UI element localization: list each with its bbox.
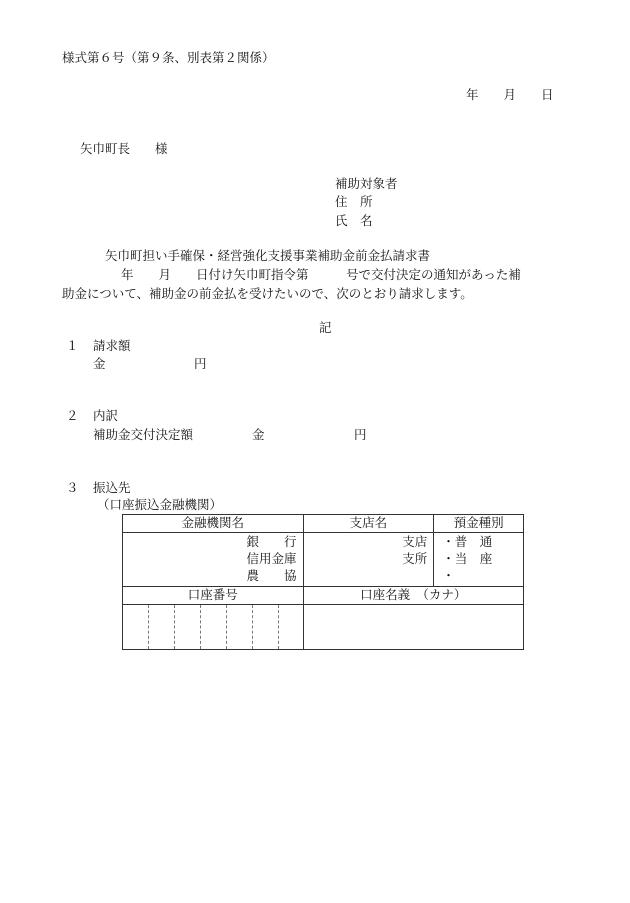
col-deposit-type-header: 預金種別	[434, 515, 524, 533]
name-label: 氏 名	[335, 213, 373, 228]
form-header: 様式第６号（第９条、別表第２関係）	[62, 50, 275, 65]
institution-name-cell[interactable]	[123, 533, 304, 587]
section-1-number: １	[66, 338, 79, 353]
deposit-type-other: ・	[442, 568, 455, 583]
digit-divider	[174, 605, 175, 649]
account-number-cell[interactable]	[123, 605, 304, 650]
branch-type-store: 支店	[402, 534, 428, 549]
section-1-title: 請求額	[93, 338, 131, 353]
section-3-number: ３	[66, 480, 79, 495]
digit-divider	[278, 605, 279, 649]
account-holder-cell[interactable]	[303, 605, 523, 650]
body-line-2: 助金について、補助金の前金払を受けたいので、次のとおり請求します。	[62, 286, 473, 301]
section-3-title: 振込先	[93, 480, 131, 495]
institution-type-agri-coop: 農 協	[246, 568, 297, 583]
institution-type-credit-union: 信用金庫	[246, 551, 297, 566]
section-1-amount-label: 金	[93, 356, 106, 371]
section-2-number: ２	[66, 408, 79, 423]
document-title: 矢巾町担い手確保・経営強化支援事業補助金前金払請求書	[105, 248, 431, 263]
digit-divider	[252, 605, 253, 649]
digit-divider	[226, 605, 227, 649]
branch-name-cell[interactable]	[303, 533, 434, 587]
body-line-1: 年 月 日付け矢巾町指令第 号で交付決定の通知があった補	[121, 267, 521, 282]
section-2-unit: 円	[354, 427, 367, 442]
section-1-unit: 円	[194, 356, 207, 371]
date-line: 年 月 日	[466, 87, 554, 102]
digit-divider	[148, 605, 149, 649]
section-2-title: 内訳	[93, 408, 119, 423]
institution-type-bank: 銀 行	[246, 534, 297, 549]
col-account-holder-header: 口座名義 （カナ）	[303, 587, 523, 605]
address-label: 住 所	[335, 194, 373, 209]
deposit-type-ordinary: ・普 通	[442, 534, 493, 549]
col-branch-header: 支店名	[303, 515, 434, 533]
deposit-type-current: ・当 座	[442, 551, 493, 566]
addressee: 矢巾町長 様	[80, 141, 168, 156]
digit-divider	[200, 605, 201, 649]
section-2-amount-label: 金	[252, 427, 265, 442]
deposit-type-cell[interactable]	[434, 533, 524, 587]
col-account-number-header: 口座番号	[123, 587, 304, 605]
branch-type-office: 支所	[402, 551, 428, 566]
applicant-label: 補助対象者	[335, 176, 398, 191]
bank-table	[122, 514, 524, 650]
ki-heading: 記	[319, 320, 332, 335]
col-institution-header: 金融機関名	[123, 515, 304, 533]
section-2-item-label: 補助金交付決定額	[93, 427, 194, 442]
section-3-subtitle: （口座振込金融機関）	[97, 497, 223, 512]
